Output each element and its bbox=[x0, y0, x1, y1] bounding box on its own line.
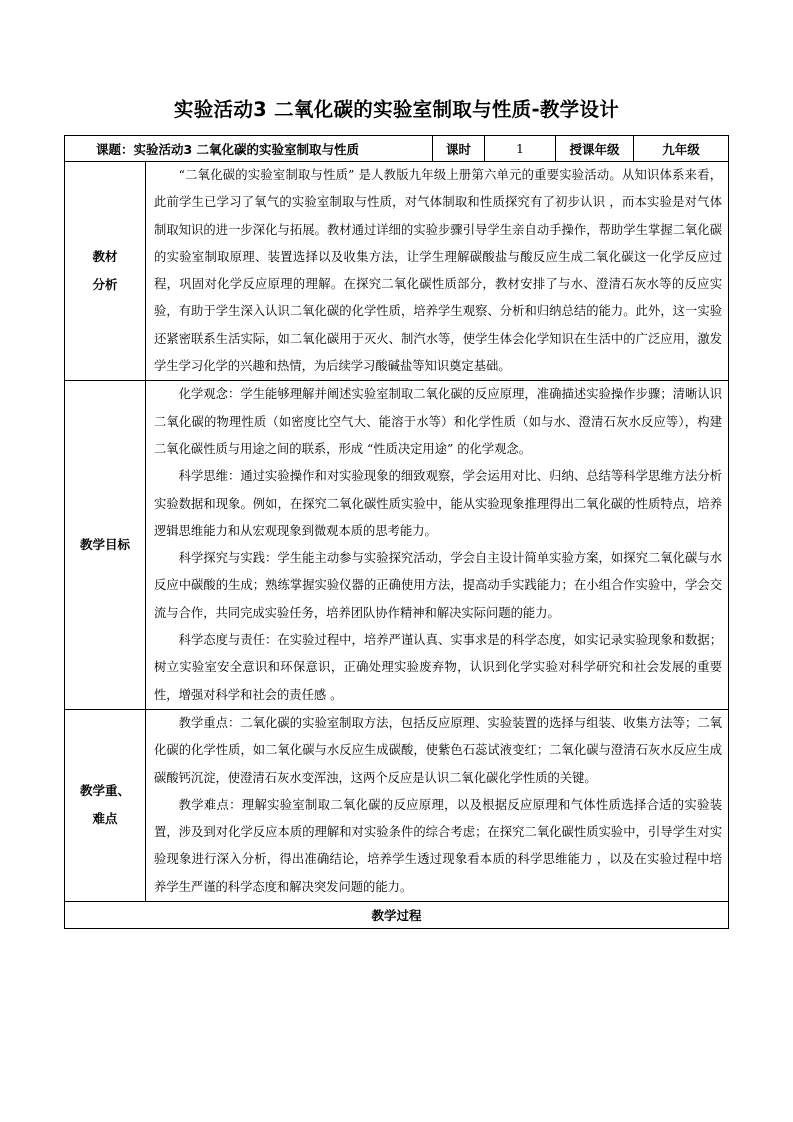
document-title: 实验活动3 二氧化碳的实验室制取与性质-教学设计 bbox=[173, 98, 620, 121]
teaching-focus-paragraph: 教学重点：二氧化碳的实验室制取方法，包括反应原理、实验装置的选择与组装、收集方法等；二氧化碳的化学性质，如二氧化碳与水反应生成碳酸，使紫色石蕊试液变红；二氧化碳与澄清石灰水反应生成碳酸钙沉淀，使澄清石灰水变浑浊，这两个反应是认识二氧化碳化学性质的关键。 bbox=[154, 715, 723, 785]
keypoints-content bbox=[146, 709, 729, 901]
keypoints-label bbox=[65, 709, 146, 901]
keypoints-row bbox=[65, 709, 729, 901]
objective-chemistry-concept: 化学观念：学生能够理解并阐述实验室制取二氧化碳的反应原理，准确描述实验操作步骤；清晰认识二氧化碳的物理性质（如密度比空气大、能溶于水等）和化学性质（如与水、澄清石灰水反应等），构建二氧化碳性质与用途之间的联系，形成 “性质决定用途” 的化学观念。 bbox=[154, 387, 723, 456]
lesson-plan-table bbox=[64, 135, 729, 929]
hours-value: 1 bbox=[485, 136, 556, 162]
analysis-row bbox=[65, 162, 729, 381]
objectives-content bbox=[146, 381, 729, 710]
objectives-label: 教学目标 bbox=[65, 381, 146, 710]
grade-value: 九年级 bbox=[634, 136, 729, 162]
grade-label: 授课年级 bbox=[556, 136, 634, 162]
hours-label: 课时 bbox=[433, 136, 485, 162]
objective-scientific-thinking: 科学思维：通过实验操作和对实验现象的细致观察，学会运用对比、归纳、总结等科学思维方法分析实验数据和现象。例如，在探究二氧化碳性质实验中，能从实验现象推理得出二氧化碳的性质特点，培养逻辑思维能力和从宏观现象到微观本质的思考能力。 bbox=[154, 469, 723, 538]
header-row bbox=[65, 136, 729, 162]
objective-attitude-responsibility: 科学态度与责任：在实验过程中，培养严谨认真、实事求是的科学态度，如实记录实验现象和数据；树立实验室安全意识和环保意识，正确处理实验废弃物，认识到化学实验对科学研究和社会发展的重要性，增强对科学和社会的责任感 。 bbox=[154, 633, 723, 702]
analysis-label-line1: 教材 bbox=[92, 249, 118, 265]
process-row bbox=[65, 902, 729, 929]
analysis-label bbox=[65, 162, 146, 381]
process-heading: 教学过程 bbox=[65, 902, 729, 929]
analysis-content bbox=[146, 162, 729, 381]
analysis-label-line2: 分析 bbox=[92, 277, 118, 293]
teaching-difficulty-paragraph: 教学难点：理解实验室制取二氧化碳的反应原理，以及根据反应原理和气体性质选择合适的实验装置，涉及到对化学反应本质的理解和对实验条件的综合考虑；在探究二氧化碳性质实验中，引导学生对实验现象进行深入分析，得出准确结论，培养学生透过现象看本质的科学思维能力 ，以及在实验过程中培养学生严谨的科学态度和解决突发问题的能力。 bbox=[154, 797, 723, 894]
course-title-cell: 课题：实验活动3 二氧化碳的实验室制取与性质 bbox=[65, 136, 433, 162]
objectives-row bbox=[65, 381, 729, 710]
keypoints-label-line1: 教学重、 bbox=[79, 783, 130, 799]
analysis-paragraph: “二氧化碳的实验室制取与性质” 是人教版九年级上册第六单元的重要实验活动。从知识体系来看，此前学生已学习了氧气的实验室制取与性质，对气体制取和性质探究有了初步认识 ，而本实验是对气体制取知识的进一步深化与拓展。教材通过详细的实验步骤引导学生亲自动手操作，帮助学生掌握二氧化碳的实验室制取原理、装置选择以及收集方法，让学生理解碳酸盐与酸反应生成二氧化碳这一化学反应过程，巩固对化学反应原理的理解。在探究二氧化碳性质部分，教材安排了与水、澄清石灰水等的反应实验，有助于学生深入认识二氧化碳的化学性质，培养学生观察、分析和归纳总结的能力。此外，这一实验还紧密联系生活实际，如二氧化碳用于灭火、制汽水等，使学生体会化学知识在生活中的广泛应用，激发学生学习化学的兴趣和热情，为后续学习酸碱盐等知识奠定基础。 bbox=[154, 168, 723, 374]
objective-inquiry-practice: 科学探究与实践：学生能主动参与实验探究活动，学会自主设计简单实验方案，如探究二氧化碳与水反应中碳酸的生成；熟练掌握实验仪器的正确使用方法，提高动手实践能力；在小组合作实验中，学会交流与合作，共同完成实验任务，培养团队协作精神和解决实际问题的能力。 bbox=[154, 551, 723, 620]
keypoints-label-line2: 难点 bbox=[92, 811, 118, 827]
